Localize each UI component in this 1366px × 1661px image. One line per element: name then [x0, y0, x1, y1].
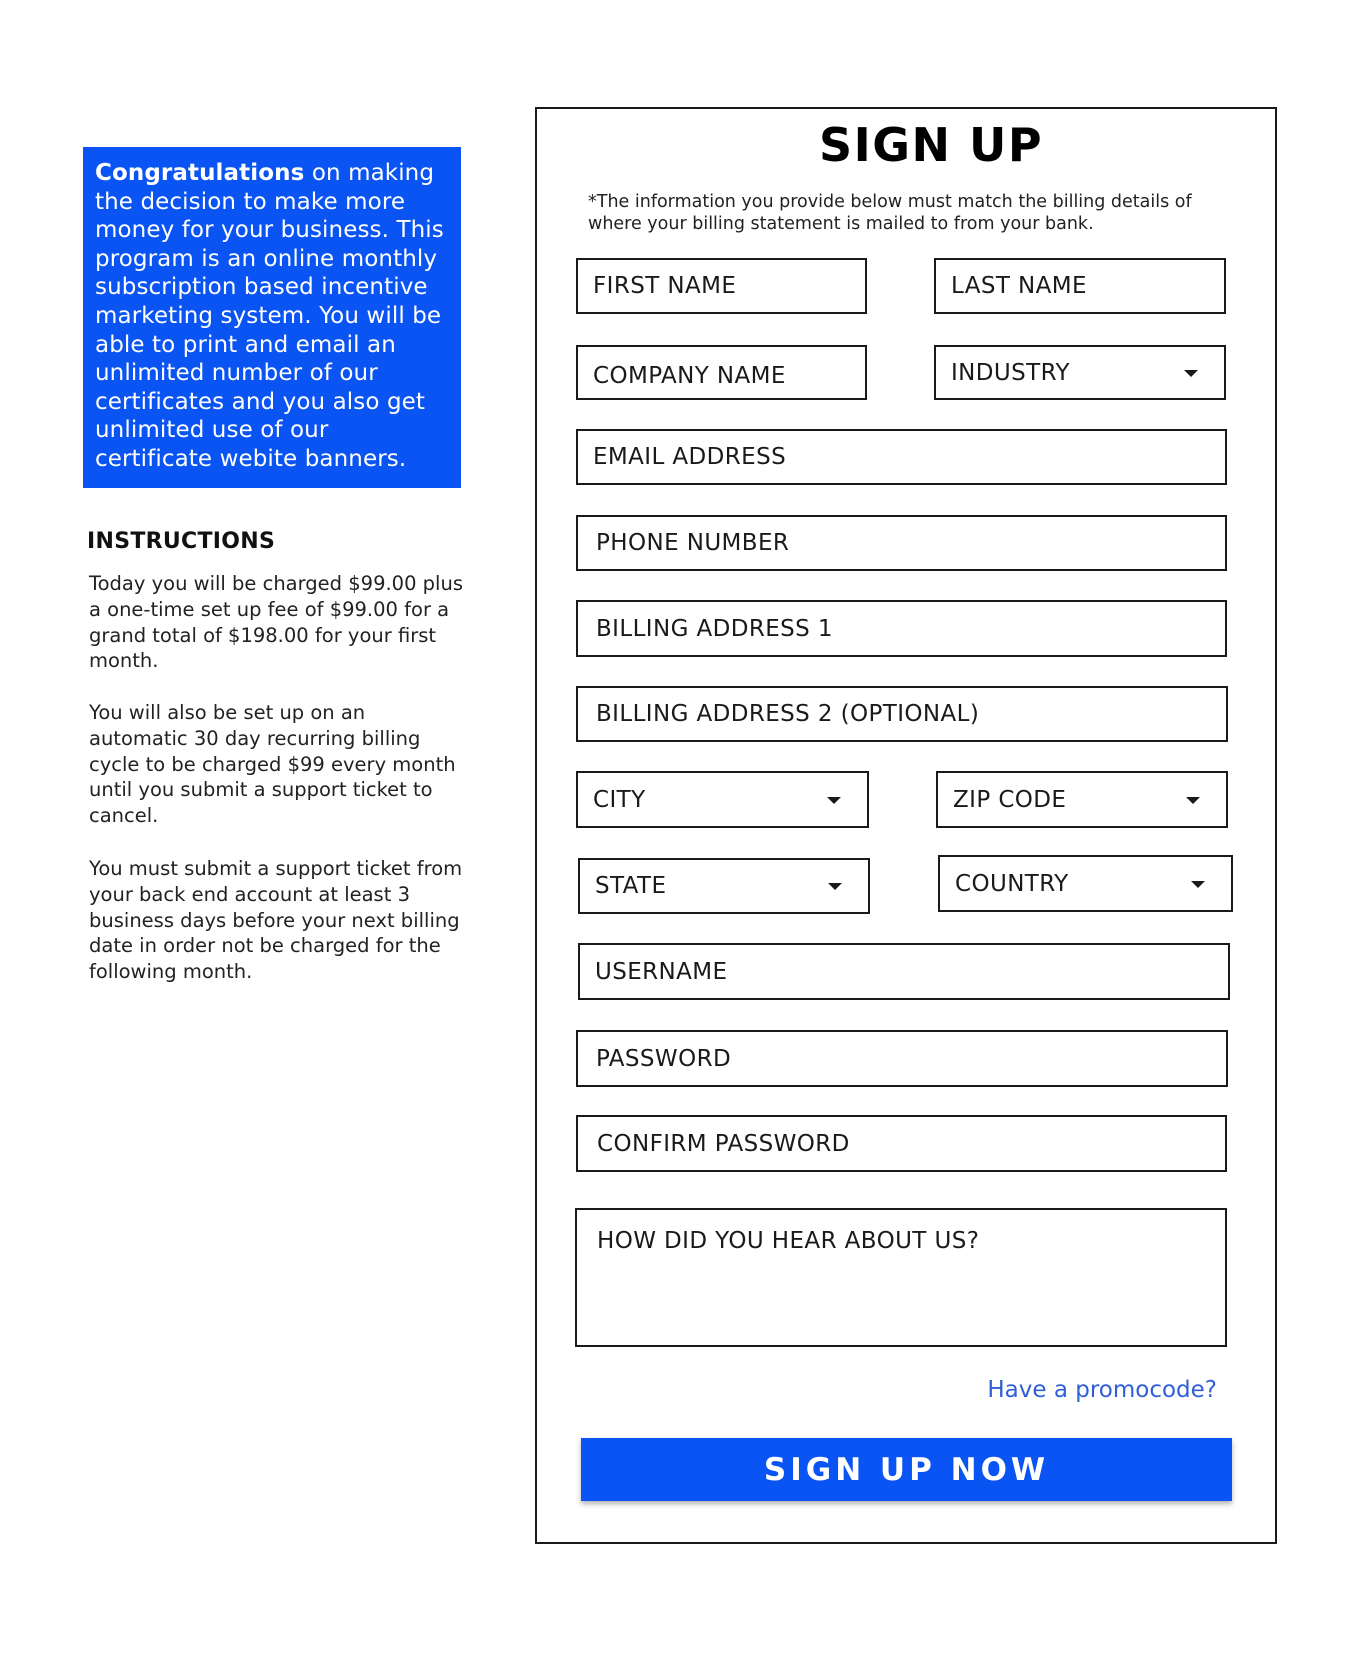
instructions-heading: INSTRUCTIONS: [87, 529, 276, 554]
last-name-placeholder: LAST NAME: [951, 273, 1087, 299]
instructions-paragraph-1: Today you will be charged $99.00 plus a one-time set up fee of $99.00 for a grand total of $198.00 for your first month.: [89, 572, 463, 673]
company-name-placeholder: COMPANY NAME: [593, 362, 786, 389]
sign-up-now-button[interactable]: SIGN UP NOW: [581, 1438, 1232, 1501]
zip-code-placeholder: ZIP CODE: [953, 786, 1067, 813]
city-select[interactable]: [576, 771, 869, 828]
username-input[interactable]: [578, 943, 1230, 1000]
first-name-input[interactable]: [576, 258, 867, 314]
billing-address-2-placeholder: BILLING ADDRESS 2 (OPTIONAL): [596, 701, 980, 727]
hear-about-us-placeholder: HOW DID YOU HEAR ABOUT US?: [597, 1228, 980, 1254]
state-select[interactable]: [578, 858, 870, 914]
last-name-input[interactable]: [934, 258, 1226, 314]
instructions-paragraph-2: You will also be set up on an automatic 30 day recurring billing cycle to be charged $99 every month until you submit a support ticket to cancel.: [89, 701, 456, 828]
caret-down-icon: [1186, 797, 1200, 804]
phone-placeholder: PHONE NUMBER: [596, 530, 790, 556]
country-select[interactable]: [938, 855, 1233, 912]
caret-down-icon: [1184, 370, 1198, 377]
email-input[interactable]: [576, 429, 1227, 485]
confirm-password-placeholder: CONFIRM PASSWORD: [597, 1130, 850, 1157]
promocode-link[interactable]: Have a promocode?: [987, 1377, 1217, 1403]
country-placeholder: COUNTRY: [955, 870, 1069, 897]
hear-about-us-textarea[interactable]: [575, 1208, 1227, 1347]
password-placeholder: PASSWORD: [596, 1045, 732, 1072]
billing-note: *The information you provide below must match the billing details of where your billing statement is mailed to from your bank.: [588, 192, 1192, 234]
city-placeholder: CITY: [593, 786, 646, 813]
zip-code-select[interactable]: [936, 771, 1228, 828]
billing-address-1-placeholder: BILLING ADDRESS 1: [596, 615, 833, 642]
state-placeholder: STATE: [595, 873, 667, 899]
instructions-paragraph-3: You must submit a support ticket from your back end account at least 3 business days before your next billing date in order not be charged for the following month.: [89, 857, 463, 984]
intro-box: [83, 147, 461, 488]
billing-address-1-input[interactable]: [576, 600, 1227, 657]
caret-down-icon: [828, 883, 842, 890]
industry-select[interactable]: [934, 345, 1226, 400]
username-placeholder: USERNAME: [595, 958, 728, 985]
form-title: SIGN UP: [818, 118, 1044, 172]
confirm-password-input[interactable]: [576, 1115, 1227, 1172]
password-input[interactable]: [576, 1030, 1228, 1087]
first-name-placeholder: FIRST NAME: [593, 273, 737, 299]
intro-bold-lead: Congratulations: [95, 160, 305, 186]
phone-input[interactable]: [576, 515, 1227, 571]
caret-down-icon: [1191, 881, 1205, 888]
email-placeholder: EMAIL ADDRESS: [593, 444, 787, 470]
billing-address-2-input[interactable]: [576, 686, 1228, 742]
company-name-input[interactable]: [576, 345, 867, 400]
caret-down-icon: [827, 797, 841, 804]
industry-placeholder: INDUSTRY: [951, 359, 1070, 386]
intro-text: on making the decision to make more money for your business. This program is an online monthly subscription based incentive marketing system. You will be able to print and email an unlimited number of our certificates and you also get unlimited use of our certificate webite banners.: [95, 160, 444, 472]
